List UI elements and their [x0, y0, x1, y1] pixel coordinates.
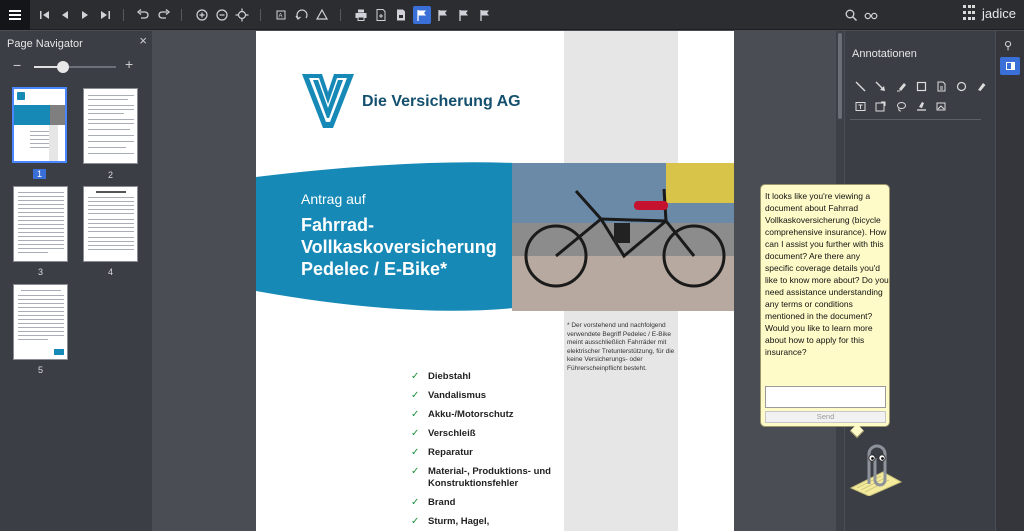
lasso-icon[interactable]: [895, 100, 907, 112]
sticky-note-icon[interactable]: [874, 100, 886, 112]
toolbar-separator: [340, 9, 341, 21]
page-label-1[interactable]: 1: [12, 169, 67, 179]
flag-icon[interactable]: [476, 6, 494, 24]
search-icon[interactable]: [842, 6, 860, 24]
fit-icon[interactable]: [233, 6, 251, 24]
search-icon[interactable]: ⚲: [1004, 40, 1013, 52]
flag-icon[interactable]: [434, 6, 452, 24]
banner-subtitle: Antrag auf: [301, 191, 366, 207]
close-icon[interactable]: ×: [139, 33, 147, 48]
coverage-item: ✓ Brand: [411, 497, 561, 509]
rotate-right-icon[interactable]: [293, 6, 311, 24]
scrollbar-thumb[interactable]: [838, 33, 842, 119]
zoom-out-button[interactable]: −: [13, 57, 22, 73]
page-label-3[interactable]: 3: [37, 267, 43, 277]
brand-logo: [963, 5, 1016, 21]
undo-icon[interactable]: [134, 6, 152, 24]
toolbar-separator: [123, 9, 124, 21]
flag-icon[interactable]: [413, 6, 431, 24]
brand-name: jadice: [982, 5, 1016, 21]
panel-divider: [850, 119, 981, 120]
svg-text:A: A: [278, 13, 283, 20]
print-icon[interactable]: [352, 6, 370, 24]
note-icon[interactable]: [935, 80, 947, 92]
save-icon[interactable]: [392, 6, 410, 24]
assistant-message: It looks like you're viewing a document about Fahrrad Vollkaskoversicherung (bicycle comprehensive insurance). How can I assist you further with this document? Are there any specific coverage details you'd like to know more about? Do you need assistance understanding any terms or conditions mentioned in the document? Would you like to learn more about how to apply for this insurance?: [765, 191, 889, 357]
first-page-icon[interactable]: [36, 6, 54, 24]
text-box-icon[interactable]: [854, 100, 866, 112]
slider-handle[interactable]: [57, 61, 69, 73]
assistant-input[interactable]: [765, 386, 886, 408]
glasses-icon[interactable]: [862, 6, 880, 24]
highlighter-icon[interactable]: [895, 80, 907, 92]
annotations-title: Annotationen: [852, 48, 917, 60]
coverage-item: ✓ Akku-/Motorschutz: [411, 409, 561, 421]
page-thumbnail-1[interactable]: [12, 87, 67, 163]
navigator-title: Page Navigator: [7, 38, 83, 50]
coverage-item: ✓ Reparatur: [411, 447, 561, 459]
right-rail: [996, 31, 1024, 531]
line-icon[interactable]: [854, 80, 866, 92]
page-thumbnail-2[interactable]: [83, 88, 138, 164]
ellipse-icon[interactable]: [955, 80, 967, 92]
thumbnail-zoom-slider[interactable]: [34, 66, 116, 68]
page-thumbnail-4[interactable]: [83, 186, 138, 262]
menu-icon[interactable]: [0, 0, 30, 30]
toolbar-separator: [260, 9, 261, 21]
annotations-panel-toggle-icon[interactable]: [1000, 57, 1020, 75]
stamp-icon[interactable]: [915, 100, 927, 112]
coverage-item: ✓ Vandalismus: [411, 390, 561, 402]
page-label-4[interactable]: 4: [107, 267, 113, 277]
assistant-bubble: [760, 184, 890, 427]
flip-icon[interactable]: [313, 6, 331, 24]
toolbar: [0, 0, 1024, 30]
next-page-icon[interactable]: [76, 6, 94, 24]
redo-icon[interactable]: [155, 6, 173, 24]
coverage-item: ✓ Verschleiß: [411, 428, 561, 440]
coverage-item: ✓ Material-, Produktions- und Konstruktionsfehler: [411, 466, 561, 490]
document-page[interactable]: [256, 31, 734, 531]
jadice-logo-icon: [963, 5, 977, 21]
page-navigator-panel: [0, 31, 152, 531]
rectangle-icon[interactable]: [915, 80, 927, 92]
page-thumbnail-3[interactable]: [13, 186, 68, 262]
company-logo-icon: [300, 70, 356, 130]
banner-title: Fahrrad- Vollkaskoversicherung Pedelec / E-Bike*: [301, 215, 497, 279]
coverage-item: ✓ Sturm, Hagel,: [411, 516, 561, 528]
last-page-icon[interactable]: [96, 6, 114, 24]
coverage-list: [411, 371, 561, 531]
marker-icon[interactable]: [975, 80, 987, 92]
flag-icon[interactable]: [455, 6, 473, 24]
paperclip-assistant-icon[interactable]: [843, 444, 903, 496]
zoom-in-button[interactable]: +: [125, 56, 134, 72]
company-name: Die Versicherung AG: [362, 93, 521, 110]
arrow-icon[interactable]: [874, 80, 886, 92]
prev-page-icon[interactable]: [56, 6, 74, 24]
page-thumbnail-5[interactable]: [13, 284, 68, 360]
footnote-text: * Der vorstehend und nachfolgend verwendete Begriff Pedelec / E-Bike meint ausschließlich Fahrräder mit elektrischer Tretunterstützung, für die keine Versicherungs- oder Führerscheinpflicht besteht.: [567, 322, 675, 372]
rotate-left-icon[interactable]: [272, 6, 290, 24]
zoom-out-icon[interactable]: [213, 6, 231, 24]
export-icon[interactable]: [372, 6, 390, 24]
coverage-item: ✓ Diebstahl: [411, 371, 561, 383]
zoom-in-icon[interactable]: [193, 6, 211, 24]
toolbar-separator: [181, 9, 182, 21]
image-stamp-icon[interactable]: [935, 100, 947, 112]
page-label-2[interactable]: 2: [107, 170, 113, 180]
page-label-5[interactable]: 5: [37, 365, 43, 375]
send-button[interactable]: Send: [765, 411, 886, 423]
